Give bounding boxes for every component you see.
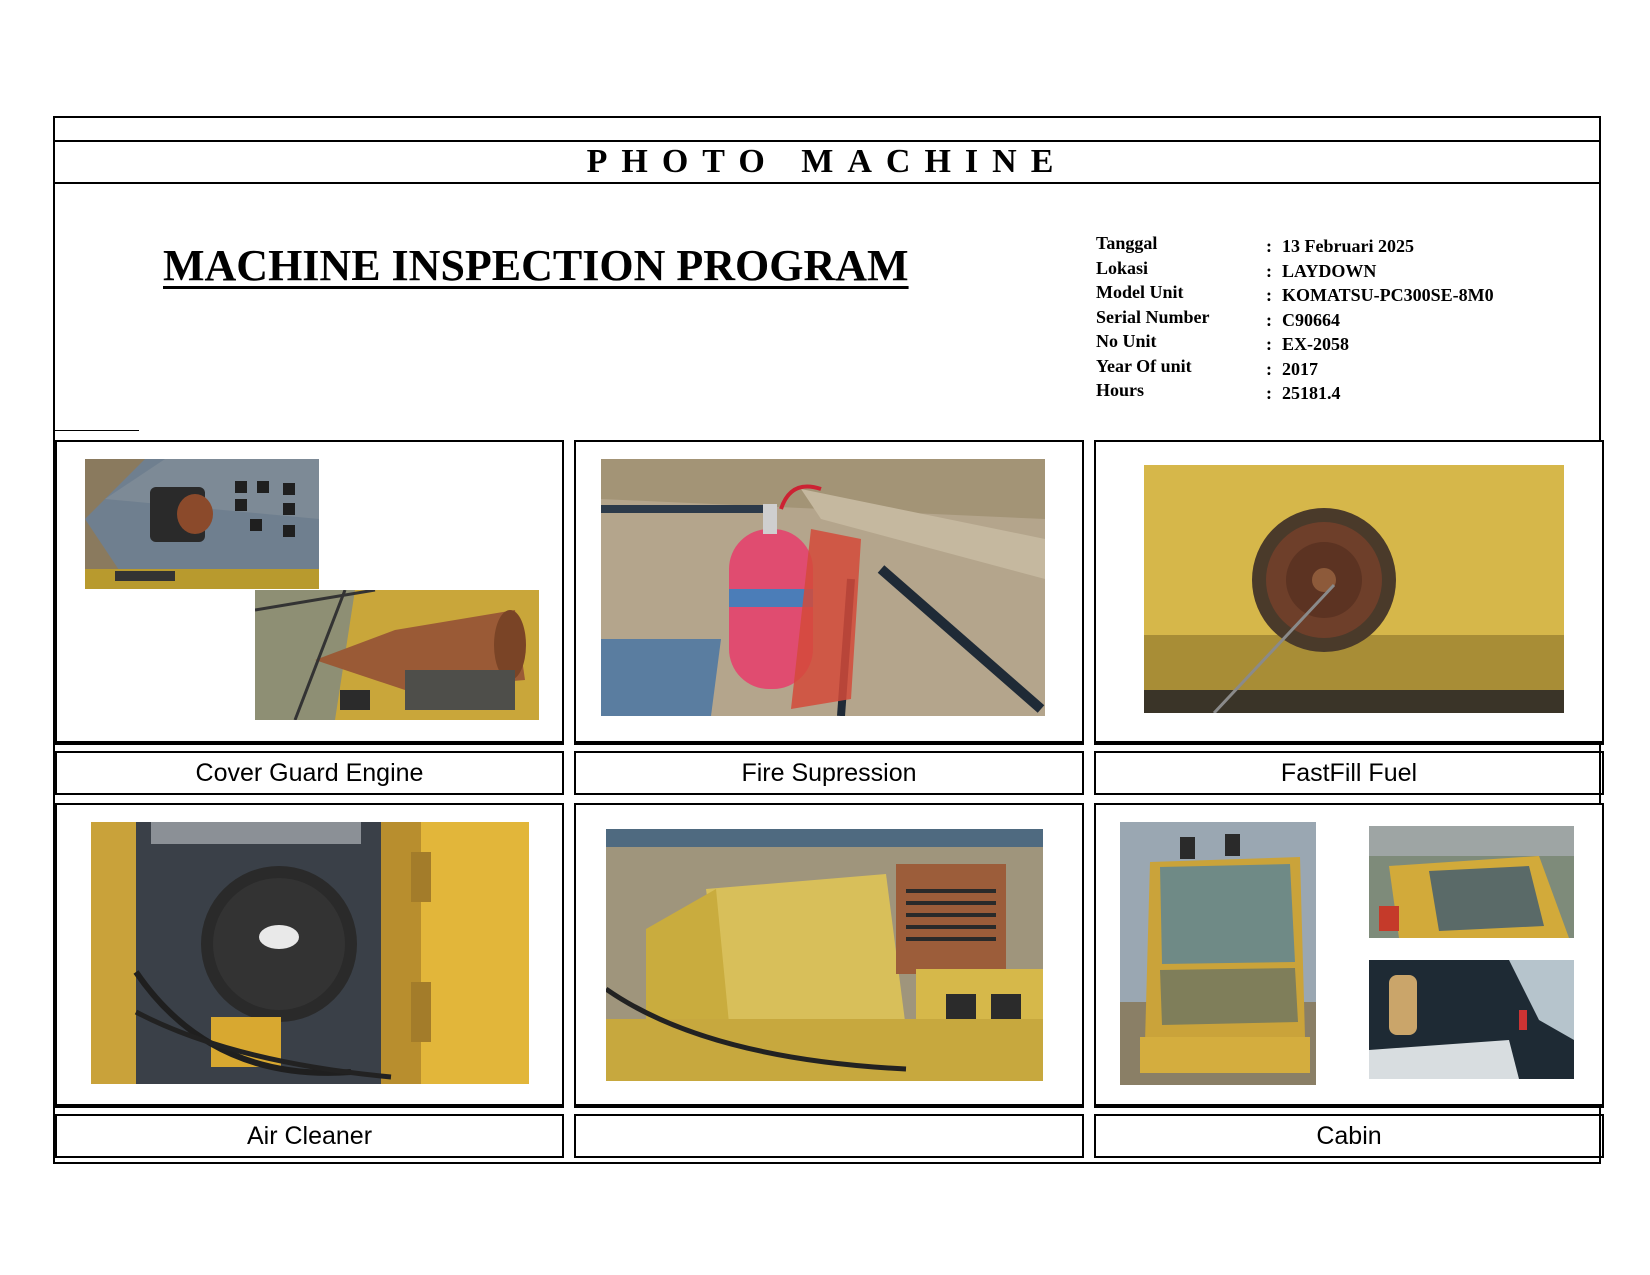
caption-cover-guard-engine: Cover Guard Engine xyxy=(55,751,564,795)
info-colon: : xyxy=(1266,260,1272,281)
caption-fire-supression: Fire Supression xyxy=(574,751,1084,795)
info-value: C90664 xyxy=(1282,309,1340,330)
caption-divider xyxy=(574,743,1084,745)
caption-divider xyxy=(1094,743,1604,745)
info-value: LAYDOWN xyxy=(1282,260,1377,281)
info-label: Year Of unit xyxy=(1096,355,1192,376)
cabin-photo-side xyxy=(1369,826,1574,938)
tank-photo xyxy=(606,829,1043,1081)
caption-fastfill-fuel: FastFill Fuel xyxy=(1094,751,1604,795)
photo-machine-banner xyxy=(55,142,1599,182)
info-value: 25181.4 xyxy=(1282,383,1341,403)
caption-divider xyxy=(55,743,564,745)
info-label: No Unit xyxy=(1096,331,1157,351)
fire-supression-photo xyxy=(601,459,1045,716)
info-colon: : xyxy=(1266,309,1272,330)
info-value: 13 Februari 2025 xyxy=(1282,236,1414,256)
info-colon: : xyxy=(1266,334,1272,354)
info-value: KOMATSU-PC300SE-8M0 xyxy=(1282,285,1494,305)
fastfill-fuel-photo xyxy=(1144,465,1564,713)
caption-divider xyxy=(55,1106,564,1108)
caption-cabin: Cabin xyxy=(1094,1114,1604,1158)
banner-bottom-rule xyxy=(55,182,1599,184)
info-colon: : xyxy=(1266,285,1272,305)
info-value: 2017 xyxy=(1282,358,1318,379)
info-colon: : xyxy=(1266,236,1272,256)
caption-divider xyxy=(574,1106,1084,1108)
info-colon: : xyxy=(1266,358,1272,379)
info-label: Lokasi xyxy=(1096,257,1149,278)
info-label: Tanggal xyxy=(1096,233,1158,253)
info-colon: : xyxy=(1266,383,1272,403)
caption-empty xyxy=(574,1114,1084,1158)
caption-divider xyxy=(1094,1106,1604,1108)
info-label: Model Unit xyxy=(1096,282,1184,302)
info-value: EX-2058 xyxy=(1282,334,1349,354)
air-cleaner-photo xyxy=(91,822,529,1084)
short-rule xyxy=(55,430,139,431)
cover-guard-engine-photo-bottom xyxy=(255,590,539,720)
info-label: Serial Number xyxy=(1096,306,1210,327)
cabin-photo-front xyxy=(1120,822,1316,1085)
cover-guard-engine-photo-top xyxy=(85,459,319,589)
caption-air-cleaner: Air Cleaner xyxy=(55,1114,564,1158)
cabin-photo-interior xyxy=(1369,960,1574,1079)
page-title: MACHINE INSPECTION PROGRAM xyxy=(163,241,909,290)
info-label: Hours xyxy=(1096,380,1145,400)
banner-text: PHOTO MACHINE xyxy=(586,143,1068,180)
